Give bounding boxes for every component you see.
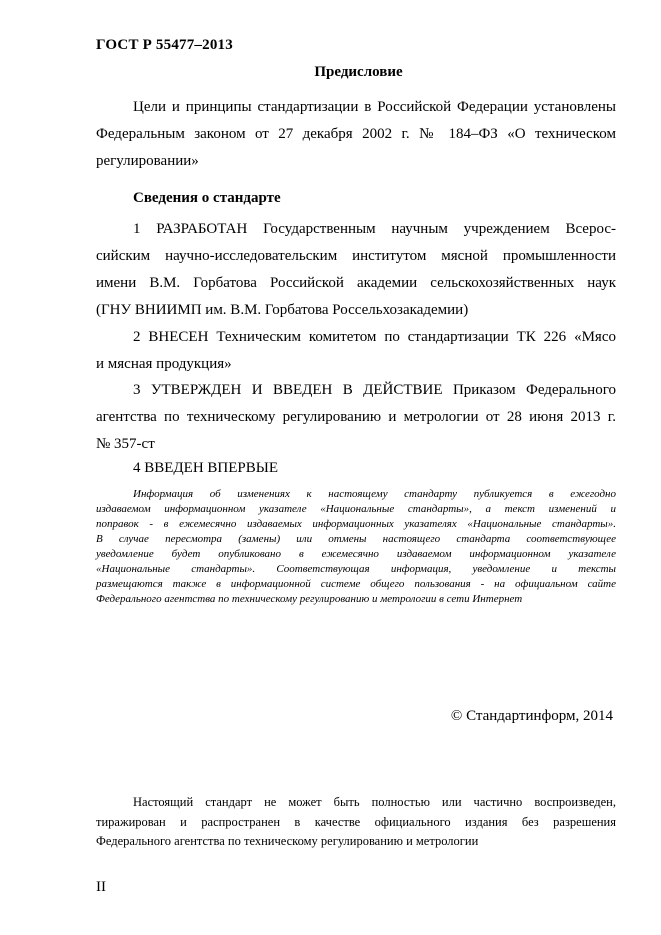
item-2-line: 2 ВНЕСЕН Техническим комитетом по стандартизации ТК 226 «Мясо [133,329,616,345]
amendments-info-notice [96,487,616,607]
item-3-line: 3 УТВЕРЖДЕН И ВВЕДЕН В ДЕЙСТВИЕ Приказом Федерального [133,382,616,398]
item-2-line: и мясная продукция» [96,356,232,372]
item-1-line: имени В.М. Горбатова Российской академии сельскохозяйственных наук [96,275,616,291]
goals-paragraph [96,94,616,175]
item-1-line: (ГНУ ВНИИМП им. В.М. Горбатова Россельхозакадемии) [96,302,469,318]
info-line: «Национальные стандарты». Соответствующая информация, уведомление и тексты [96,563,616,575]
item-1-line: сийским научно-исследовательским институтом мясной промышленности [96,248,616,264]
notice-line: тиражирован и распространен в качестве официального издания без разрешения [96,814,616,829]
item-3-line: агентства по техническому регулированию и метрологии от 28 июня 2013 г. [96,409,616,425]
standard-info-heading: Сведения о стандарте [133,190,281,206]
copyright-notice: © Стандартинформ, 2014 [450,708,613,724]
item-4-line: 4 ВВЕДЕН ВПЕРВЫЕ [133,460,278,476]
item-4-first-introduced [96,455,616,482]
notice-line: Настоящий стандарт не может быть полностью или частично воспроизведен, [133,795,616,809]
info-line: размещаются также в информационной системе общего пользования - на официальном сайте [96,578,616,590]
goals-line: Цели и принципы стандартизации в Российской Федерации установлены [133,99,616,115]
info-line: В случае пересмотра (замены) или отмены настоящего стандарта соответствующее [96,533,616,545]
goals-line: регулировании» [96,153,199,169]
preface-title: Предисловие [314,64,403,80]
item-3-approved [96,377,616,458]
info-line: уведомление будет опубликовано в ежемесячно издаваемом информационном указателе [96,548,616,560]
goals-line: Федеральным законом от 27 декабря 2002 г. № 184–ФЗ «О техническом [96,126,616,142]
notice-line: Федерального агентства по техническому регулированию и метрологии [96,834,479,848]
item-1-developed [96,216,616,324]
item-1-line: 1 РАЗРАБОТАН Государственным научным учреждением Всерос- [133,221,616,237]
item-3-line: № 357-ст [96,436,155,452]
standard-id-header: ГОСТ Р 55477–2013 [96,37,233,53]
info-line: Информация об изменениях к настоящему стандарту публикуется в ежегодно [133,488,616,500]
item-2-introduced [96,324,616,378]
reproduction-notice [96,793,616,852]
info-line: Федерального агентства по техническому регулированию и метрологии в сети Интернет [96,593,523,605]
page-number: II [96,879,106,895]
info-line: поправок - в ежемесячно издаваемых информационных указателях «Национальные стандарты». [96,518,616,530]
info-line: издаваемом информационном указателе «Национальные стандарты», а текст изменений и [96,503,616,515]
